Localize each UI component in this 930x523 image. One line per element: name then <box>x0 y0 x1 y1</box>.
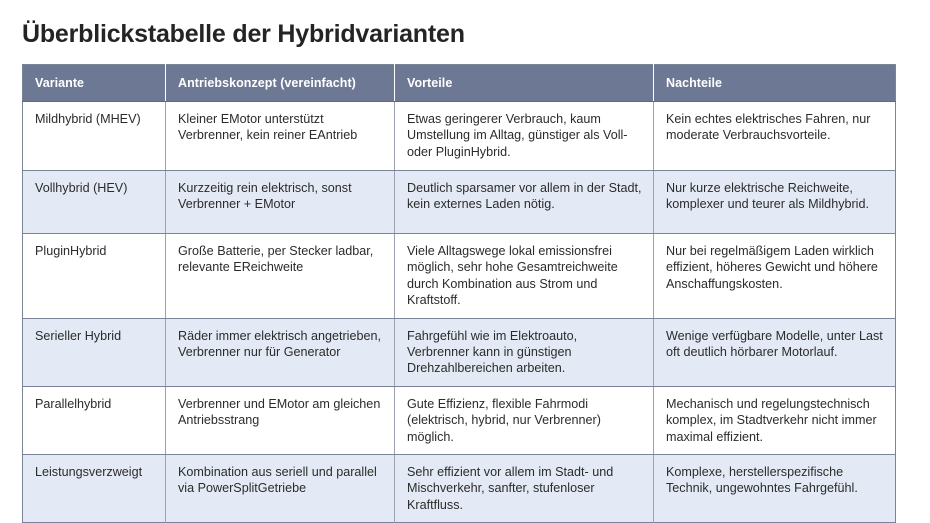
table-row <box>23 234 896 319</box>
cell-variante: Serieller Hybrid <box>23 318 166 386</box>
cell-vorteile: Fahrgefühl wie im Elektroauto, Verbrenner kann in günstigen Drehzahlbereichen arbeiten. <box>395 318 654 386</box>
page-title: Überblickstabelle der Hybridvarianten <box>22 20 465 48</box>
cell-vorteile: Gute Effizienz, flexible Fahrmodi (elektrisch, hybrid, nur Verbrenner) möglich. <box>395 386 654 454</box>
cell-variante: PluginHybrid <box>23 234 166 319</box>
cell-vorteile: Viele Alltagswege lokal emissionsfrei möglich, sehr hohe Gesamtreichweite durch Kombination aus Strom und Kraftstoff. <box>395 234 654 319</box>
cell-antriebskonzept: Kombination aus seriell und parallel via PowerSplitGetriebe <box>166 455 395 523</box>
table-row <box>23 386 896 454</box>
table-row <box>23 102 896 171</box>
cell-vorteile: Sehr effizient vor allem im Stadt- und Mischverkehr, sanfter, stufenloser Kraftfluss. <box>395 455 654 523</box>
column-header-variante: Variante <box>23 65 166 102</box>
cell-nachteile: Nur bei regelmäßigem Laden wirklich effizient, höheres Gewicht und höhere Anschaffungskosten. <box>654 234 896 319</box>
cell-antriebskonzept: Kurzzeitig rein elektrisch, sonst Verbrenner + EMotor <box>166 171 395 234</box>
table-row <box>23 455 896 523</box>
cell-vorteile: Deutlich sparsamer vor allem in der Stadt, kein externes Laden nötig. <box>395 171 654 234</box>
cell-antriebskonzept: Kleiner EMotor unterstützt Verbrenner, kein reiner EAntrieb <box>166 102 395 171</box>
cell-variante: Mildhybrid (MHEV) <box>23 102 166 171</box>
column-header-antriebskonzept: Antriebskonzept (vereinfacht) <box>166 65 395 102</box>
column-header-vorteile: Vorteile <box>395 65 654 102</box>
cell-antriebskonzept: Räder immer elektrisch angetrieben, Verbrenner nur für Generator <box>166 318 395 386</box>
table-row <box>23 318 896 386</box>
cell-nachteile: Nur kurze elektrische Reichweite, komplexer und teurer als Mildhybrid. <box>654 171 896 234</box>
table-header-row <box>23 65 896 102</box>
table-row <box>23 171 896 234</box>
cell-nachteile: Komplexe, herstellerspezifische Technik, ungewohntes Fahrgefühl. <box>654 455 896 523</box>
table-container <box>22 64 895 523</box>
cell-nachteile: Wenige verfügbare Modelle, unter Last oft deutlich hörbarer Motorlauf. <box>654 318 896 386</box>
cell-nachteile: Kein echtes elektrisches Fahren, nur moderate Verbrauchsvorteile. <box>654 102 896 171</box>
cell-vorteile: Etwas geringerer Verbrauch, kaum Umstellung im Alltag, günstiger als Voll- oder PluginHybrid. <box>395 102 654 171</box>
cell-variante: Leistungsverzweigt <box>23 455 166 523</box>
column-header-nachteile: Nachteile <box>654 65 896 102</box>
hybrid-overview-table <box>22 64 896 523</box>
table-body <box>23 102 896 523</box>
cell-variante: Parallelhybrid <box>23 386 166 454</box>
cell-antriebskonzept: Große Batterie, per Stecker ladbar, relevante EReichweite <box>166 234 395 319</box>
cell-nachteile: Mechanisch und regelungstechnisch komplex, im Stadtverkehr nicht immer maximal effizient. <box>654 386 896 454</box>
cell-antriebskonzept: Verbrenner und EMotor am gleichen Antriebsstrang <box>166 386 395 454</box>
table-header <box>23 65 896 102</box>
cell-variante: Vollhybrid (HEV) <box>23 171 166 234</box>
